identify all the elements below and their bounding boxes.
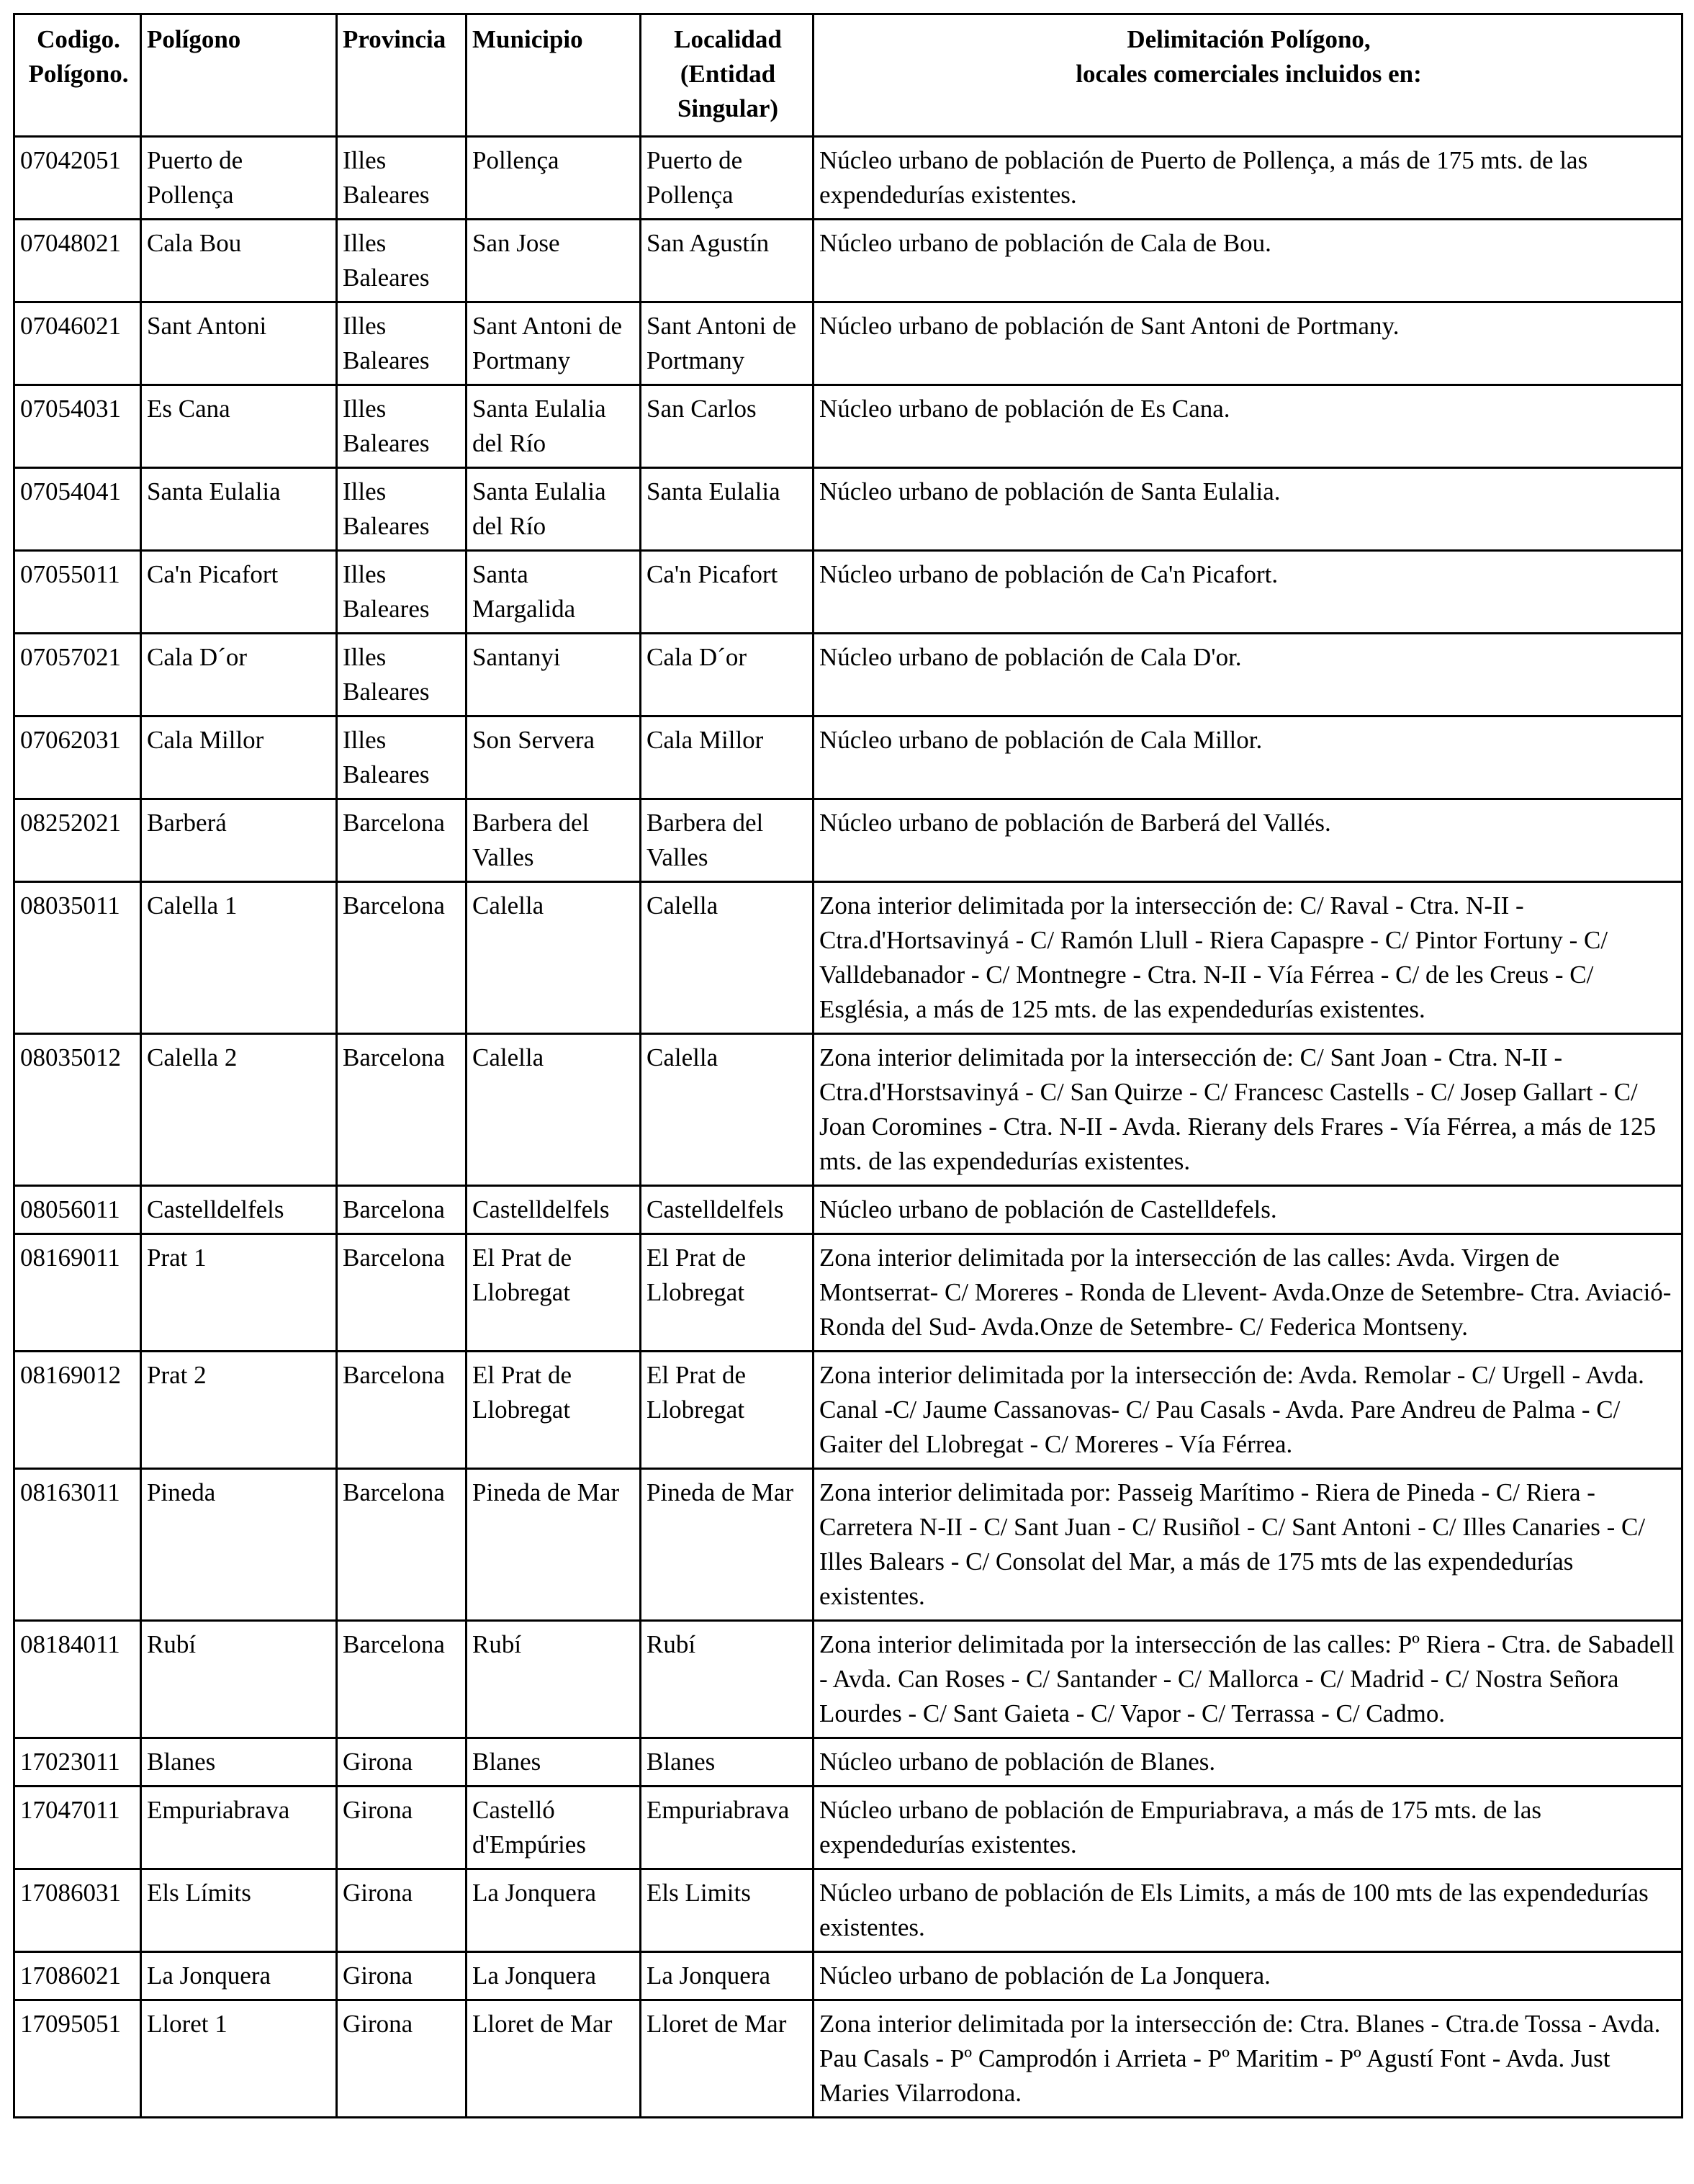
cell-poligono: Cala Millor bbox=[141, 716, 337, 799]
cell-delimitacion: Zona interior delimitada por la intersección de las calles: Avda. Virgen de Montserrat- C/ Moreres - Ronda de Llevent- Avda.Onze de Setembre- Ctra. Aviació- Ronda del Sud- Avda.Onze de Setembre- C/ Federica Montseny. bbox=[814, 1234, 1682, 1352]
cell-localidad: Cala Millor bbox=[641, 716, 814, 799]
cell-codigo: 07054041 bbox=[14, 468, 141, 551]
cell-provincia: Girona bbox=[337, 1787, 467, 1869]
cell-poligono: Rubí bbox=[141, 1621, 337, 1738]
cell-localidad: Rubí bbox=[641, 1621, 814, 1738]
cell-provincia: Girona bbox=[337, 2000, 467, 2118]
cell-municipio: El Prat de Llobregat bbox=[467, 1352, 641, 1469]
cell-localidad: El Prat de Llobregat bbox=[641, 1352, 814, 1469]
polygon-table bbox=[13, 13, 1683, 2118]
cell-provincia: Barcelona bbox=[337, 1621, 467, 1738]
cell-delimitacion: Núcleo urbano de población de Santa Eulalia. bbox=[814, 468, 1682, 551]
header-localidad-line-2: (Entidad bbox=[680, 60, 776, 88]
cell-localidad: Cala D´or bbox=[641, 634, 814, 716]
header-codigo-line-1: Codigo. bbox=[37, 25, 120, 53]
cell-provincia: Illes Baleares bbox=[337, 220, 467, 302]
header-localidad-line-1: Localidad bbox=[674, 25, 782, 53]
cell-municipio: Son Servera bbox=[467, 716, 641, 799]
table-row bbox=[14, 716, 1682, 799]
cell-delimitacion: Núcleo urbano de población de Castelldefels. bbox=[814, 1186, 1682, 1234]
cell-municipio: Pollença bbox=[467, 137, 641, 220]
cell-poligono: Calella 1 bbox=[141, 882, 337, 1034]
cell-poligono: Barberá bbox=[141, 799, 337, 882]
table-row bbox=[14, 2000, 1682, 2118]
cell-poligono: Sant Antoni bbox=[141, 302, 337, 385]
cell-localidad: San Carlos bbox=[641, 385, 814, 468]
cell-delimitacion: Núcleo urbano de población de Cala Millor. bbox=[814, 716, 1682, 799]
cell-poligono: Calella 2 bbox=[141, 1034, 337, 1186]
cell-poligono: Cala Bou bbox=[141, 220, 337, 302]
cell-poligono: Prat 2 bbox=[141, 1352, 337, 1469]
header-codigo-line-2: Polígono. bbox=[28, 60, 129, 88]
cell-codigo: 17086031 bbox=[14, 1869, 141, 1952]
cell-municipio: El Prat de Llobregat bbox=[467, 1234, 641, 1352]
table-row bbox=[14, 302, 1682, 385]
cell-poligono: Puerto de Pollença bbox=[141, 137, 337, 220]
cell-municipio: Barbera del Valles bbox=[467, 799, 641, 882]
cell-codigo: 08169012 bbox=[14, 1352, 141, 1469]
cell-localidad: Blanes bbox=[641, 1738, 814, 1787]
cell-codigo: 08184011 bbox=[14, 1621, 141, 1738]
header-row bbox=[14, 14, 1682, 137]
header-codigo bbox=[14, 14, 141, 137]
cell-localidad: Pineda de Mar bbox=[641, 1469, 814, 1621]
cell-codigo: 07054031 bbox=[14, 385, 141, 468]
cell-codigo: 17047011 bbox=[14, 1787, 141, 1869]
table-row bbox=[14, 1034, 1682, 1186]
cell-codigo: 08252021 bbox=[14, 799, 141, 882]
cell-delimitacion: Núcleo urbano de población de Els Limits, a más de 100 mts de las expendedurías existentes. bbox=[814, 1869, 1682, 1952]
cell-provincia: Barcelona bbox=[337, 1352, 467, 1469]
cell-delimitacion: Núcleo urbano de población de Barberá del Vallés. bbox=[814, 799, 1682, 882]
cell-localidad: Lloret de Mar bbox=[641, 2000, 814, 2118]
cell-localidad: Santa Eulalia bbox=[641, 468, 814, 551]
cell-delimitacion: Núcleo urbano de población de Es Cana. bbox=[814, 385, 1682, 468]
cell-delimitacion: Zona interior delimitada por la intersección de las calles: Pº Riera - Ctra. de Sabadell - Avda. Can Roses - C/ Santander - C/ Mallorca - C/ Madrid - C/ Nostra Señora Lourdes - C/ Sant Gaieta - C/ Vapor - C/ Terrassa - C/ Cadmo. bbox=[814, 1621, 1682, 1738]
table-row bbox=[14, 137, 1682, 220]
header-municipio: Municipio bbox=[467, 14, 641, 137]
cell-localidad: Barbera del Valles bbox=[641, 799, 814, 882]
table-row bbox=[14, 1869, 1682, 1952]
cell-delimitacion: Núcleo urbano de población de Puerto de Pollença, a más de 175 mts. de las expendedurías existentes. bbox=[814, 137, 1682, 220]
cell-provincia: Illes Baleares bbox=[337, 302, 467, 385]
cell-municipio: Santanyi bbox=[467, 634, 641, 716]
cell-municipio: Sant Antoni de Portmany bbox=[467, 302, 641, 385]
header-delimitacion-line-2: locales comerciales incluidos en: bbox=[1076, 60, 1422, 88]
cell-municipio: Santa Eulalia del Río bbox=[467, 385, 641, 468]
table-body bbox=[14, 137, 1682, 2118]
cell-municipio: La Jonquera bbox=[467, 1869, 641, 1952]
cell-localidad: Ca'n Picafort bbox=[641, 551, 814, 634]
table-row bbox=[14, 1186, 1682, 1234]
cell-codigo: 08169011 bbox=[14, 1234, 141, 1352]
cell-codigo: 17095051 bbox=[14, 2000, 141, 2118]
table-row bbox=[14, 1469, 1682, 1621]
cell-localidad: Els Limits bbox=[641, 1869, 814, 1952]
cell-poligono: Ca'n Picafort bbox=[141, 551, 337, 634]
cell-delimitacion: Zona interior delimitada por la intersección de: C/ Raval - Ctra. N-II - Ctra.d'Hortsavinyá - C/ Ramón Llull - Riera Capaspre - C/ Pintor Fortuny - C/ Valldebanador - C/ Montnegre - Ctra. N-II - Vía Férrea - C/ de les Creus - C/ Església, a más de 125 mts. de las expendedurías existentes. bbox=[814, 882, 1682, 1034]
cell-delimitacion: Zona interior delimitada por la intersección de: C/ Sant Joan - Ctra. N-II - Ctra.d'Horstsavinyá - C/ San Quirze - C/ Francesc Castells - C/ Josep Gallart - C/ Joan Coromines - Ctra. N-II - Avda. Rierany dels Frares - Vía Férrea, a más de 125 mts. de las expendedurías existentes. bbox=[814, 1034, 1682, 1186]
cell-delimitacion: Zona interior delimitada por: Passeig Marítimo - Riera de Pineda - C/ Riera - Carretera N-II - C/ Sant Juan - C/ Rusiñol - C/ Sant Antoni - C/ Illes Canaries - C/ Illes Balears - C/ Consolat del Mar, a más de 175 mts de las expendedurías existentes. bbox=[814, 1469, 1682, 1621]
cell-delimitacion: Núcleo urbano de población de Cala D'or. bbox=[814, 634, 1682, 716]
cell-provincia: Barcelona bbox=[337, 1034, 467, 1186]
cell-poligono: Santa Eulalia bbox=[141, 468, 337, 551]
table-header bbox=[14, 14, 1682, 137]
table-row bbox=[14, 882, 1682, 1034]
table-row bbox=[14, 799, 1682, 882]
cell-municipio: Calella bbox=[467, 882, 641, 1034]
cell-poligono: Pineda bbox=[141, 1469, 337, 1621]
table-row bbox=[14, 1234, 1682, 1352]
cell-municipio: Santa Eulalia del Río bbox=[467, 468, 641, 551]
table-row bbox=[14, 1787, 1682, 1869]
header-delimitacion-line-1: Delimitación Polígono, bbox=[1127, 25, 1371, 53]
cell-provincia: Illes Baleares bbox=[337, 385, 467, 468]
cell-municipio: Rubí bbox=[467, 1621, 641, 1738]
cell-poligono: Castelldelfels bbox=[141, 1186, 337, 1234]
table-row bbox=[14, 1952, 1682, 2000]
cell-codigo: 08035011 bbox=[14, 882, 141, 1034]
cell-delimitacion: Núcleo urbano de población de Sant Antoni de Portmany. bbox=[814, 302, 1682, 385]
cell-delimitacion: Núcleo urbano de población de La Jonquera. bbox=[814, 1952, 1682, 2000]
cell-localidad: Puerto de Pollença bbox=[641, 137, 814, 220]
table-row bbox=[14, 551, 1682, 634]
cell-provincia: Girona bbox=[337, 1738, 467, 1787]
cell-municipio: Pineda de Mar bbox=[467, 1469, 641, 1621]
cell-municipio: Lloret de Mar bbox=[467, 2000, 641, 2118]
cell-localidad: Empuriabrava bbox=[641, 1787, 814, 1869]
cell-provincia: Barcelona bbox=[337, 882, 467, 1034]
cell-poligono: Lloret 1 bbox=[141, 2000, 337, 2118]
cell-provincia: Girona bbox=[337, 1952, 467, 2000]
cell-codigo: 08056011 bbox=[14, 1186, 141, 1234]
cell-delimitacion: Núcleo urbano de población de Cala de Bou. bbox=[814, 220, 1682, 302]
cell-municipio: Castelló d'Empúries bbox=[467, 1787, 641, 1869]
header-poligono: Polígono bbox=[141, 14, 337, 137]
cell-delimitacion: Núcleo urbano de población de Blanes. bbox=[814, 1738, 1682, 1787]
cell-poligono: La Jonquera bbox=[141, 1952, 337, 2000]
cell-provincia: Barcelona bbox=[337, 1234, 467, 1352]
cell-delimitacion: Núcleo urbano de población de Empuriabrava, a más de 175 mts. de las expendedurías existentes. bbox=[814, 1787, 1682, 1869]
cell-poligono: Cala D´or bbox=[141, 634, 337, 716]
table-row bbox=[14, 220, 1682, 302]
cell-localidad: El Prat de Llobregat bbox=[641, 1234, 814, 1352]
cell-provincia: Illes Baleares bbox=[337, 551, 467, 634]
cell-provincia: Barcelona bbox=[337, 799, 467, 882]
header-localidad-line-3: Singular) bbox=[677, 94, 779, 122]
cell-municipio: La Jonquera bbox=[467, 1952, 641, 2000]
cell-delimitacion: Zona interior delimitada por la intersección de: Ctra. Blanes - Ctra.de Tossa - Avda. Pau Casals - Pº Camprodón i Arrieta - Pº Maritim - Pº Agustí Font - Avda. Just Maries Vilarrodona. bbox=[814, 2000, 1682, 2118]
cell-codigo: 17023011 bbox=[14, 1738, 141, 1787]
cell-poligono: Prat 1 bbox=[141, 1234, 337, 1352]
cell-provincia: Girona bbox=[337, 1869, 467, 1952]
cell-municipio: Blanes bbox=[467, 1738, 641, 1787]
header-localidad bbox=[641, 14, 814, 137]
cell-poligono: Blanes bbox=[141, 1738, 337, 1787]
cell-provincia: Barcelona bbox=[337, 1186, 467, 1234]
cell-provincia: Illes Baleares bbox=[337, 634, 467, 716]
cell-poligono: Els Límits bbox=[141, 1869, 337, 1952]
table-row bbox=[14, 1738, 1682, 1787]
cell-codigo: 17086021 bbox=[14, 1952, 141, 2000]
cell-localidad: Calella bbox=[641, 882, 814, 1034]
cell-codigo: 07046021 bbox=[14, 302, 141, 385]
header-provincia: Provincia bbox=[337, 14, 467, 137]
table-row bbox=[14, 1352, 1682, 1469]
cell-localidad: La Jonquera bbox=[641, 1952, 814, 2000]
table-row bbox=[14, 634, 1682, 716]
table-row bbox=[14, 385, 1682, 468]
header-delimitacion bbox=[814, 14, 1682, 137]
cell-municipio: Santa Margalida bbox=[467, 551, 641, 634]
cell-poligono: Empuriabrava bbox=[141, 1787, 337, 1869]
cell-delimitacion: Zona interior delimitada por la intersección de: Avda. Remolar - C/ Urgell - Avda. Canal -C/ Jaume Cassanovas- C/ Pau Casals - Avda. Pare Andreu de Palma - C/ Gaiter del Llobregat - C/ Moreres - Vía Férrea. bbox=[814, 1352, 1682, 1469]
cell-provincia: Illes Baleares bbox=[337, 137, 467, 220]
cell-codigo: 07042051 bbox=[14, 137, 141, 220]
cell-localidad: Castelldelfels bbox=[641, 1186, 814, 1234]
cell-localidad: Calella bbox=[641, 1034, 814, 1186]
cell-provincia: Barcelona bbox=[337, 1469, 467, 1621]
cell-localidad: San Agustín bbox=[641, 220, 814, 302]
cell-municipio: Castelldelfels bbox=[467, 1186, 641, 1234]
cell-municipio: Calella bbox=[467, 1034, 641, 1186]
cell-codigo: 07048021 bbox=[14, 220, 141, 302]
cell-poligono: Es Cana bbox=[141, 385, 337, 468]
cell-codigo: 08035012 bbox=[14, 1034, 141, 1186]
cell-codigo: 07055011 bbox=[14, 551, 141, 634]
cell-municipio: San Jose bbox=[467, 220, 641, 302]
cell-codigo: 07057021 bbox=[14, 634, 141, 716]
table-row bbox=[14, 468, 1682, 551]
table-row bbox=[14, 1621, 1682, 1738]
cell-codigo: 07062031 bbox=[14, 716, 141, 799]
cell-provincia: Illes Baleares bbox=[337, 716, 467, 799]
cell-codigo: 08163011 bbox=[14, 1469, 141, 1621]
cell-delimitacion: Núcleo urbano de población de Ca'n Picafort. bbox=[814, 551, 1682, 634]
cell-provincia: Illes Baleares bbox=[337, 468, 467, 551]
cell-localidad: Sant Antoni de Portmany bbox=[641, 302, 814, 385]
